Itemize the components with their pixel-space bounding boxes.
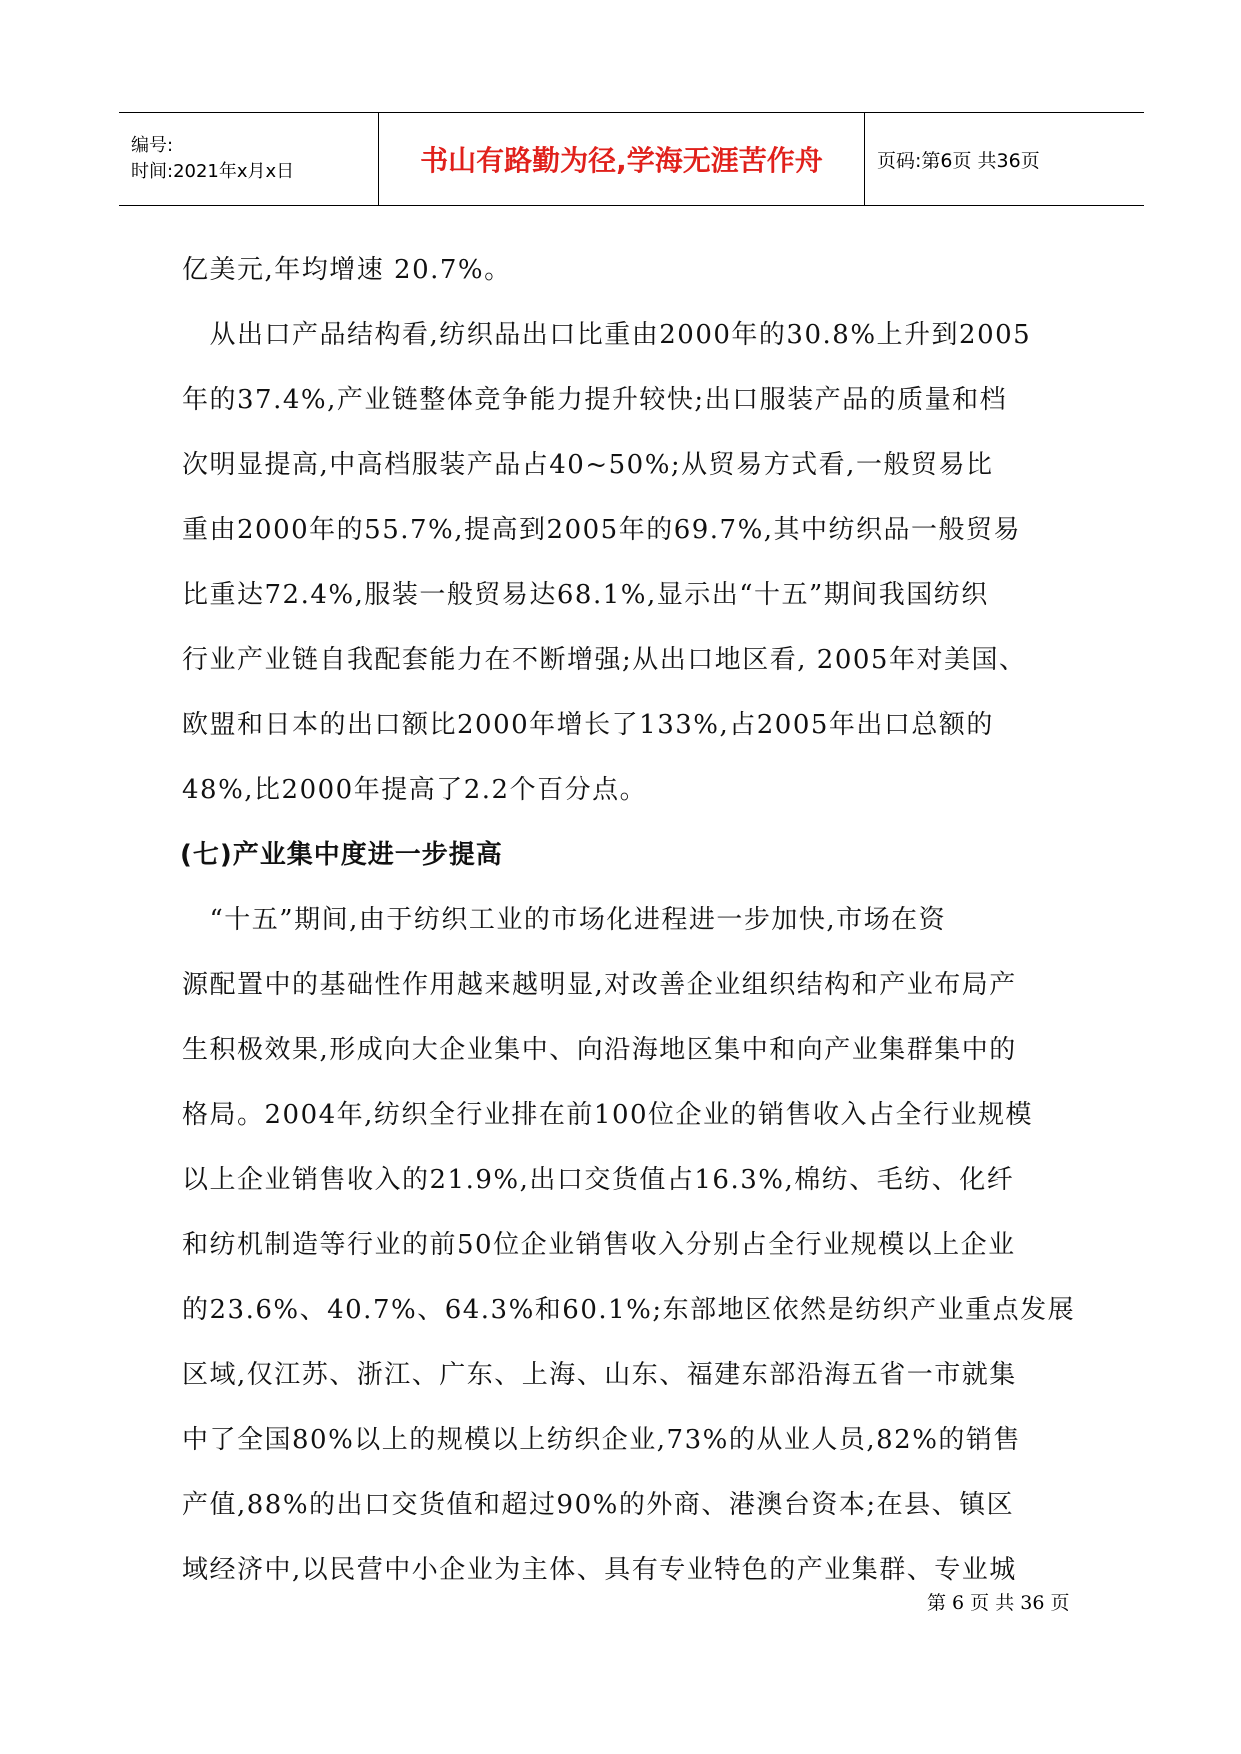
body-line: 次明显提高,中高档服装产品占40~50%;从贸易方式看,一般贸易比: [182, 450, 994, 480]
header-page-cell: [865, 113, 1144, 205]
body-line: 欧盟和日本的出口额比2000年增长了133%,占2005年出口总额的: [182, 710, 994, 740]
header-motto-cell: [379, 113, 865, 205]
body-line: “十五”期间,由于纺织工业的市场化进程进一步加快,市场在资: [182, 905, 947, 935]
document-body: [182, 238, 1082, 1603]
body-line: 域经济中,以民营中小企业为主体、具有专业特色的产业集群、专业城: [182, 1555, 1017, 1585]
body-line: 生积极效果,形成向大企业集中、向沿海地区集中和向产业集群集中的: [182, 1035, 1017, 1065]
section-heading: (七)产业集中度进一步提高: [180, 840, 503, 870]
body-line: 年的37.4%,产业链整体竞争能力提升较快;出口服装产品的质量和档: [182, 385, 1008, 415]
body-line: 和纺机制造等行业的前50位企业销售收入分别占全行业规模以上企业: [182, 1230, 1016, 1260]
header-meta: [119, 113, 379, 205]
body-line: 亿美元,年均增速 20.7%。: [182, 255, 512, 285]
body-line: 中了全国80%以上的规模以上纺织企业,73%的从业人员,82%的销售: [182, 1425, 1021, 1455]
body-line: 比重达72.4%,服装一般贸易达68.1%,显示出“十五”期间我国纺织: [182, 580, 989, 610]
body-line: 以上企业销售收入的21.9%,出口交货值占16.3%,棉纺、毛纺、化纤: [182, 1165, 1015, 1195]
motto-text: 书山有路勤为径,学海无涯苦作舟: [420, 144, 823, 177]
body-line: 产值,88%的出口交货值和超过90%的外商、港澳台资本;在县、镇区: [182, 1490, 1015, 1520]
body-line: 行业产业链自我配套能力在不断增强;从出口地区看, 2005年对美国、: [182, 645, 1027, 675]
page-label: 页码:第6页 共36页: [877, 149, 1040, 172]
body-line: 48%,比2000年提高了2.2个百分点。: [182, 775, 648, 805]
body-line: 格局。2004年,纺织全行业排在前100位企业的销售收入占全行业规模: [182, 1100, 1034, 1130]
body-line: 的23.6%、40.7%、64.3%和60.1%;东部地区依然是纺织产业重点发展: [182, 1295, 1076, 1325]
page-header: [119, 112, 1144, 206]
body-line: 重由2000年的55.7%,提高到2005年的69.7%,其中纺织品一般贸易: [182, 515, 1022, 545]
body-line: 源配置中的基础性作用越来越明显,对改善企业组织结构和产业布局产: [182, 970, 1017, 1000]
time-label: 时间:2021年x月x日: [131, 161, 295, 182]
page-footer: 第 6 页 共 36 页: [927, 1592, 1070, 1614]
body-line: 区域,仅江苏、浙江、广东、上海、山东、福建东部沿海五省一市就集: [182, 1360, 1017, 1390]
number-label: 编号:: [131, 135, 174, 156]
body-line: 从出口产品结构看,纺织品出口比重由2000年的30.8%上升到2005: [182, 320, 1032, 350]
